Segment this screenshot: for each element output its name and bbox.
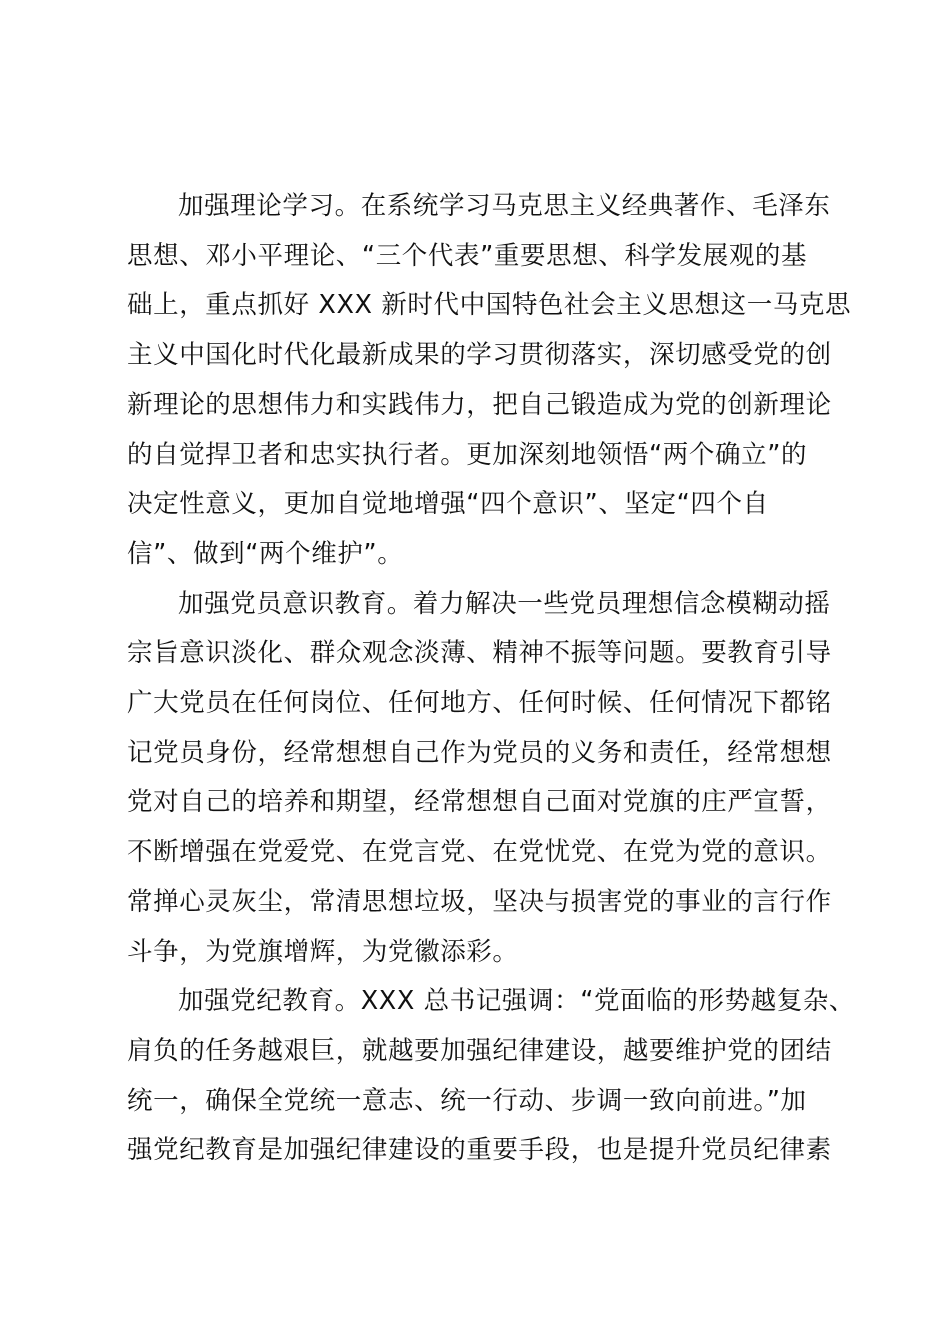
text-line: 党对自己的培养和期望，经常想想自己面对党旗的庄严宣誓，	[127, 787, 832, 818]
text-line: 信”、做到“两个维护”。	[127, 538, 404, 569]
paragraph-party-discipline	[127, 977, 856, 1176]
text-line: 的自觉捍卫者和忠实执行者。更加深刻地领悟“两个确立”的	[127, 439, 808, 470]
text-line: 决定性意义，更加自觉地增强“四个意识”、坚定“四个自	[127, 489, 769, 520]
text-line: 不断增强在党爱党、在党言党、在党忧党、在党为党的意识。	[127, 837, 832, 868]
text-line: 斗争，为党旗增辉，为党徽添彩。	[127, 936, 519, 967]
text-line: 强党纪教育是加强纪律建设的重要手段，也是提升党员纪律素	[127, 1135, 832, 1166]
paragraph-theory-study	[127, 182, 852, 580]
text-line: 常掸心灵灰尘，常清思想垃圾，坚决与损害党的事业的言行作	[127, 886, 832, 917]
text-line: 广大党员在任何岗位、任何地方、任何时候、任何情况下都铭	[127, 688, 832, 719]
text-line: 新理论的思想伟力和实践伟力，把自己锻造成为党的创新理论	[127, 389, 832, 420]
text-line: 统一，确保全党统一意志、统一行动、步调一致向前进。”加	[127, 1085, 807, 1116]
text-line: 加强理论学习。在系统学习马克思主义经典著作、毛泽东	[178, 191, 831, 221]
paragraph-party-member-awareness	[127, 580, 835, 978]
text-line: 础上，重点抓好 XXX 新时代中国特色社会主义思想这一马克思	[127, 290, 852, 321]
text-line: 加强党员意识教育。着力解决一些党员理想信念模糊动摇	[178, 588, 831, 619]
text-line: 肩负的任务越艰巨，就越要加强纪律建设，越要维护党的团结	[127, 1035, 832, 1066]
text-line: 宗旨意识淡化、群众观念淡薄、精神不振等问题。要教育引导	[127, 638, 832, 669]
text-line: 记党员身份，经常想想自己作为党员的义务和责任，经常想想	[127, 737, 832, 768]
text-line: 思想、邓小平理论、“三个代表”重要思想、科学发展观的基	[127, 240, 808, 271]
text-line: 主义中国化时代化最新成果的学习贯彻落实，深切感受党的创	[127, 340, 832, 371]
document-body	[127, 182, 856, 1176]
text-line: 加强党纪教育。XXX 总书记强调：“党面临的形势越复杂、	[178, 986, 856, 1017]
